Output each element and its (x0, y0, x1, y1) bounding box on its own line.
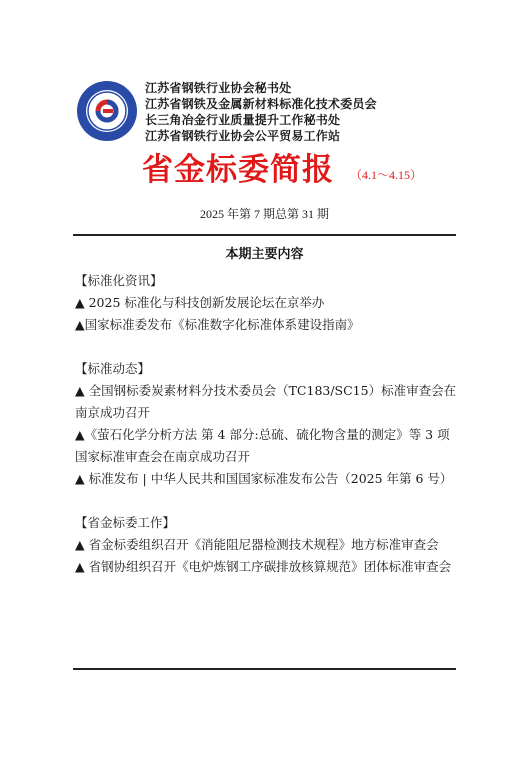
bottom-divider (73, 668, 456, 670)
organization-name: 长三角冶金行业质量提升工作秘书处 (145, 113, 341, 127)
list-item: ▲ 2025 标准化与科技创新发展论坛在京举办 (75, 295, 325, 310)
list-item: ▲国家标准委发布《标准数字化标准体系建设指南》 (75, 317, 360, 332)
organization-list (145, 80, 475, 144)
summary-title: 本期主要内容 (225, 247, 304, 262)
organization-name: 江苏省钢铁行业协会秘书处 (145, 81, 292, 95)
bulletin-title-row (0, 150, 529, 194)
section-gap (75, 336, 459, 358)
list-item: ▲ 省金标委组织召开《消能阻尼器检测技术规程》地方标准审查会 (75, 537, 439, 552)
list-item: ▲ 全国钢标委炭素材料分技术委员会（TC183/SC15）标准审查会在南京成功召开 (75, 383, 457, 420)
list-item: ▲ 标准发布 | 中华人民共和国国家标准发布公告（2025 年第 6 号） (75, 471, 453, 486)
date-range: （4.1～4.15） (350, 168, 423, 182)
section-heading: 【标准动态】 (75, 361, 151, 376)
list-item: ▲ 省钢协组织召开《电炉炼钢工序碳排放核算规范》团体标准审查会 (75, 559, 452, 574)
list-item: ▲《萤石化学分析方法 第 4 部分:总硫、硫化物含量的测定》等 3 项国家标准审查会在南京成功召开 (75, 427, 450, 464)
association-logo-icon (76, 80, 138, 142)
section-heading: 【标准化资讯】 (75, 273, 163, 288)
organization-name: 江苏省钢铁及金属新材料标准化技术委员会 (145, 97, 377, 111)
bulletin-title: 省金标委简报 (142, 152, 334, 188)
top-divider (73, 234, 456, 236)
summary-content (75, 270, 459, 578)
issue-number: 2025 年第 7 期总第 31 期 (199, 207, 329, 221)
organization-name: 江苏省钢铁行业协会公平贸易工作站 (145, 129, 341, 143)
section-heading: 【省金标委工作】 (75, 515, 176, 530)
section-gap (75, 490, 459, 512)
